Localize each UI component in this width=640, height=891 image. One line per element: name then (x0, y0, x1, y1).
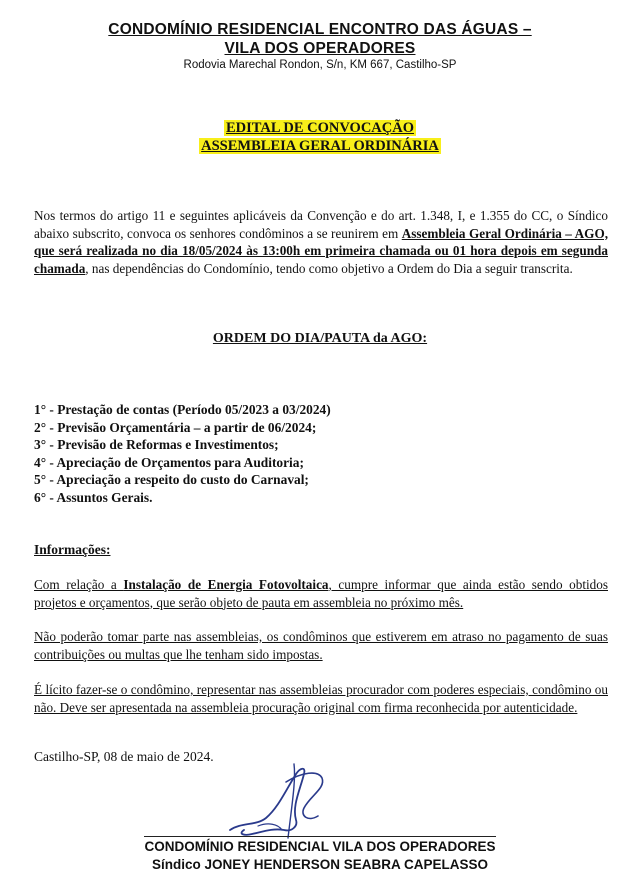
info-title: Informações: (34, 542, 111, 557)
info-paragraph-delinquency: Não poderão tomar parte nas assembleias, os condôminos que estiverem em atraso no pagamento de suas contribuições ou multas que lhe tenham sido impostas. (34, 629, 608, 662)
agenda-item: 1° - Prestação de contas (Período 05/2023 a 03/2024) (34, 402, 331, 417)
agenda-item: 3° - Previsão de Reformas e Investimentos; (34, 437, 279, 452)
footer-condominium-name: CONDOMÍNIO RESIDENCIAL VILA DOS OPERADORES (144, 836, 495, 856)
agenda-item: 5° - Apreciação a respeito do custo do Carnaval; (34, 472, 309, 487)
signature-block (0, 836, 640, 874)
edital-title-line2: ASSEMBLEIA GERAL ORDINÁRIA (201, 138, 439, 154)
intro-text-start: Nos termos do artigo 11 e seguintes aplicáveis da Convenção e do art. 1.348, I, e 1.355 do CC, o Síndico abaixo subscrito, convoca os senhores condôminos a se reunirem em (34, 208, 608, 241)
agenda-list (34, 401, 608, 506)
info-p1-bold: Instalação de Energia Fotovoltaica (123, 577, 329, 592)
intro-emphasis: Assembleia Geral Ordinária – AGO, que será realizada no dia 18/05/2024 às 13:00h em primeira chamada ou 01 hora depois em segunda chamada (34, 225, 608, 276)
condominium-name-line2: VILA DOS OPERADORES (224, 40, 416, 57)
edital-title (0, 119, 640, 155)
agenda-item: 2° - Previsão Orçamentária – a partir de 06/2024; (34, 419, 317, 435)
info-p1-start: Com relação a (34, 577, 124, 592)
agenda-title: ORDEM DO DIA/PAUTA da AGO: (212, 331, 428, 346)
agenda-item: 6° - Assuntos Gerais. (34, 489, 153, 505)
signature-icon (222, 760, 342, 840)
condominium-address: Rodovia Marechal Rondon, S/n, KM 667, Castilho-SP (183, 59, 457, 71)
intro-text-end: , nas dependências do Condomínio, tendo como objetivo a Ordem do Dia a seguir transcrita. (85, 260, 573, 276)
info-paragraph-solar (34, 576, 608, 611)
date-line: Castilho-SP, 08 de maio de 2024. (34, 749, 214, 764)
condominium-name-line1: CONDOMÍNIO RESIDENCIAL ENCONTRO DAS ÁGUAS – (108, 21, 532, 38)
letterhead (0, 20, 640, 73)
intro-paragraph (34, 207, 608, 277)
footer-syndic-name: Síndico JONEY HENDERSON SEABRA CAPELASSO (151, 857, 489, 872)
info-p1-end: , cumpre informar que ainda estão sendo obtidos projetos e orçamentos, que serão objeto de pauta em assembleia no próximo mês. (34, 577, 608, 610)
info-paragraph-proxy: É lícito fazer-se o condômino, representar nas assembleias procurador com poderes especiais, condômino ou não. Deve ser apresentada na assembleia procuração original com firma reconhecida por autenticidade. (34, 682, 608, 715)
edital-title-line1: EDITAL DE CONVOCAÇÃO (226, 120, 414, 136)
agenda-item: 4° - Apreciação de Orçamentos para Auditoria; (34, 454, 304, 470)
